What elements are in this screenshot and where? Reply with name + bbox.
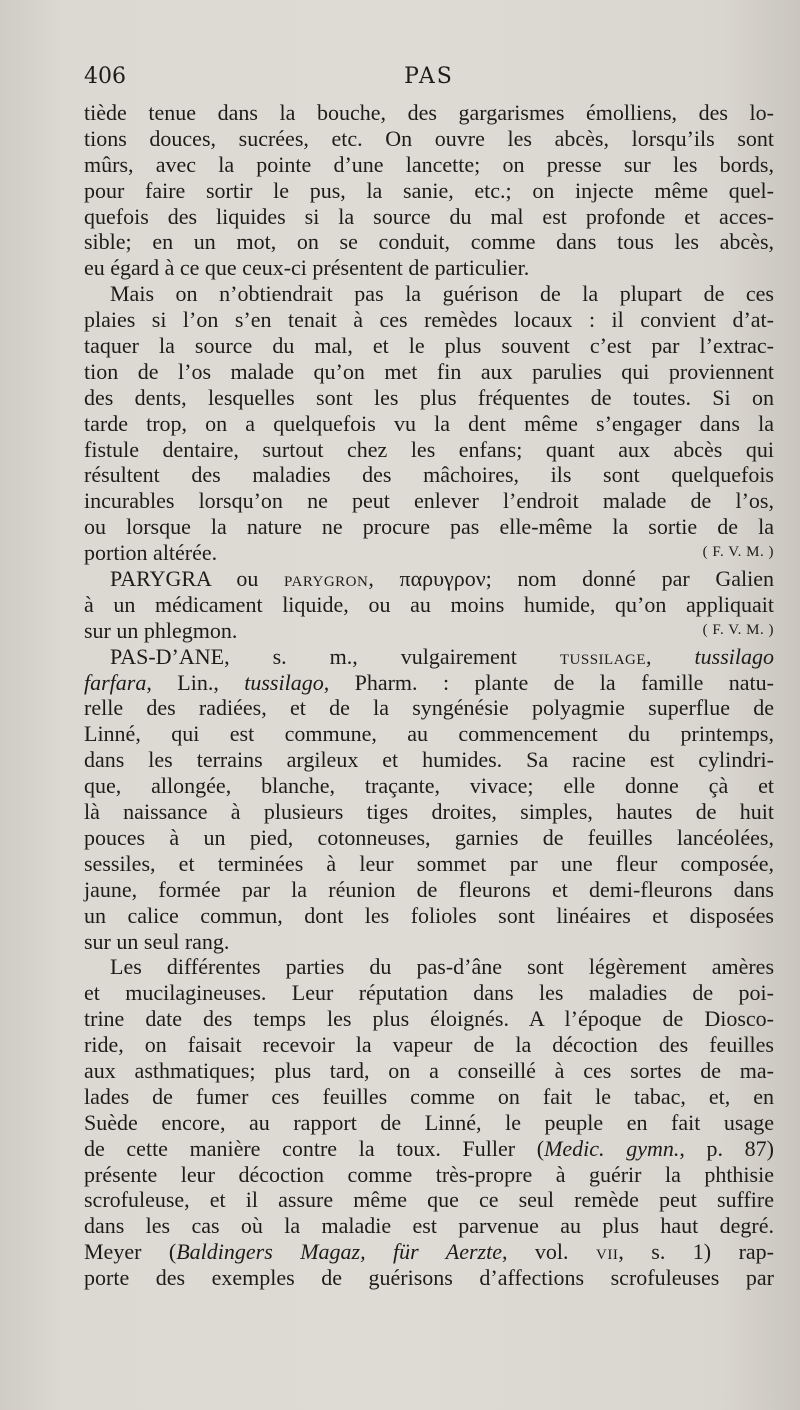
text-line: tiède tenue dans la bouche, des gargarismes émolliens, des lo- xyxy=(84,100,774,125)
italic-text: farfara xyxy=(84,669,147,695)
text-line xyxy=(84,566,774,592)
text-line: fistule dentaire, surtout chez les enfans; quant aux abcès qui xyxy=(84,436,774,462)
text-line: pour faire sortir le pus, la sanie, etc.; on injecte même quel- xyxy=(84,177,774,203)
small-caps-text: TUSSILAGE xyxy=(559,651,647,668)
text-line: Les différentes parties du pas-d’âne sont légèrement amères xyxy=(110,954,774,980)
line-text: , xyxy=(646,643,695,669)
text-line: que, allongée, blanche, traçante, vivace; elle donne çà et xyxy=(84,773,774,799)
author-signature: ( F. V. M. ) xyxy=(702,544,774,561)
text-line: à un médicament liquide, ou au moins humide, qu’on appliquait xyxy=(84,591,774,617)
text-line: un calice commun, dont les folioles sont linéaires et disposées xyxy=(84,902,774,928)
text-line: là naissance à plusieurs tiges droites, simples, hautes de huit xyxy=(84,799,774,825)
small-caps-text: PARYGRON xyxy=(284,574,369,591)
text-line: dans les cas où la maladie est parvenue au plus haut degré. xyxy=(84,1213,774,1239)
text-line: Linné, qui est commune, au commencement du printemps, xyxy=(84,721,774,747)
text-line: taquer la source du mal, et le plus souvent c’est par l’extrac- xyxy=(84,333,774,359)
text-line: et mucilagineuses. Leur réputation dans les maladies de poi- xyxy=(84,980,774,1006)
text-line: sessiles, et terminées à leur sommet par une fleur composée, xyxy=(84,850,774,876)
text-line: lades de fumer ces feuilles comme on fait le tabac, et, en xyxy=(84,1083,774,1109)
line-text: , p. 87) xyxy=(679,1135,775,1161)
text-line xyxy=(84,540,774,566)
text-line: tion de l’os malade qu’on met fin aux parulies qui proviennent xyxy=(84,358,774,384)
text-line: jaune, formée par la réunion de fleurons et demi-fleurons dans xyxy=(84,876,774,902)
italic-text: Medic. gymn. xyxy=(544,1135,680,1161)
italic-text: Baldingers Magaz, für Aerzte xyxy=(176,1239,502,1265)
text-line xyxy=(84,1239,774,1265)
text-line xyxy=(84,644,774,670)
text-line: incurables lorsqu’on ne peut enlever l’endroit malade de l’os, xyxy=(84,488,774,514)
page-header xyxy=(84,64,774,98)
text-line: dans les terrains argileux et humides. Sa racine est cylindri- xyxy=(84,747,774,773)
line-text: PAS-D’ANE, s. m., vulgairement xyxy=(110,643,560,669)
text-line: tions douces, sucrées, etc. On ouvre les abcès, lorsqu’ils sont xyxy=(84,125,774,151)
line-text: Meyer ( xyxy=(84,1239,177,1265)
text-line: sur un seul rang. xyxy=(84,928,230,954)
text-line: ride, on faisait recevoir la vapeur de la décoction des feuilles xyxy=(84,1032,774,1058)
line-text: PARYGRA xyxy=(110,566,211,592)
text-line: quefois des liquides si la source du mal est profonde et acces- xyxy=(84,203,774,229)
line-text: de cette manière contre la toux. Fuller ( xyxy=(84,1135,545,1161)
page-number: 406 xyxy=(84,64,126,89)
text-line xyxy=(84,670,774,696)
text-line: Mais on n’obtiendrait pas la guérison de la plupart de ces xyxy=(110,281,774,307)
text-line: des dents, lesquelles sont les plus fréquentes de toutes. Si on xyxy=(84,384,774,410)
text-line: présente leur décoction comme très-propre à guérir la phthisie xyxy=(84,1161,774,1187)
text-line: tarde trop, on a quelquefois vu la dent même s’engager dans la xyxy=(84,410,774,436)
text-line: scrofuleuse, et il assure même que ce seul remède peut suffire xyxy=(84,1187,774,1213)
text-line: aux asthmatiques; plus tard, on a conseillé à ces sortes de ma- xyxy=(84,1057,774,1083)
line-text: ou xyxy=(210,566,285,592)
text-line: résultent des maladies des mâchoires, ils sont quelquefois xyxy=(84,462,774,488)
running-head: PAS xyxy=(404,64,454,89)
text-line: porte des exemples de guérisons d’affections scrofuleuses par xyxy=(84,1265,774,1291)
text-line: ou lorsque la nature ne procure pas elle-même la sortie de la xyxy=(84,514,774,540)
text-line: eu égard à ce que ceux-ci présentent de particulier. xyxy=(84,255,530,281)
text-line: plaies si l’on s’en tenait à ces remèdes locaux : il convient d’at- xyxy=(84,307,774,333)
line-text: , vol. xyxy=(501,1239,596,1265)
line-text: , παρυγρον; nom donné par Galien xyxy=(368,566,775,592)
line-text: , Lin., xyxy=(146,669,245,695)
text-line: relle des radiées, et de la syngénésie polyagmie superflue de xyxy=(84,695,774,721)
italic-text: tussilago xyxy=(694,643,775,669)
text-line: sible; en un mot, on se conduit, comme dans tous les abcès, xyxy=(84,229,774,255)
small-caps-text: VII xyxy=(596,1247,619,1264)
line-text: portion altérée. xyxy=(84,540,218,566)
text-line: mûrs, avec la pointe d’une lancette; on presse sur les bords, xyxy=(84,151,774,177)
body-text xyxy=(84,100,774,1291)
text-line: trine date des temps les plus éloignés. A l’époque de Diosco- xyxy=(84,1006,774,1032)
italic-text: tussilago xyxy=(244,669,324,695)
text-line xyxy=(84,618,774,644)
line-text: sur un phlegmon. xyxy=(84,617,238,643)
text-line: pouces à un pied, cotonneuses, garnies de feuilles lancéolées, xyxy=(84,824,774,850)
text-line: Suède encore, au rapport de Linné, le peuple en fait usage xyxy=(84,1109,774,1135)
line-text: , Pharm. : plante de la famille natu- xyxy=(323,669,774,695)
line-text: , s. 1) rap- xyxy=(618,1239,774,1265)
text-line xyxy=(84,1136,774,1162)
author-signature: ( F. V. M. ) xyxy=(702,621,774,638)
